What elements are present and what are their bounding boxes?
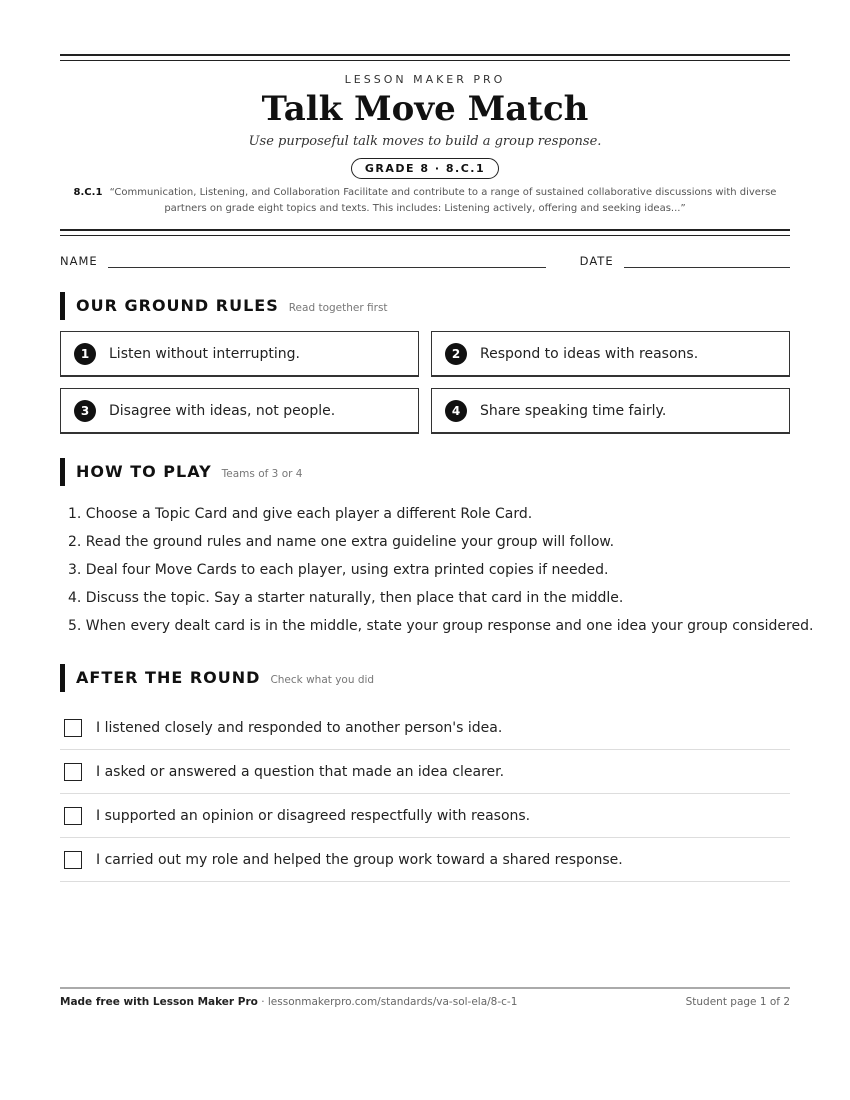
checklist-text: I supported an opinion or disagreed respectfully with reasons. — [96, 807, 531, 824]
page-footer — [60, 987, 790, 1008]
checklist-item — [60, 838, 790, 882]
section-hint: Read together first — [288, 302, 388, 314]
section-title: HOW TO PLAY — [76, 462, 212, 481]
name-label: NAME — [60, 254, 98, 268]
after-round-heading — [60, 664, 790, 692]
section-hint: Teams of 3 or 4 — [221, 468, 303, 480]
checkbox[interactable] — [64, 763, 82, 781]
ground-rule-card — [431, 388, 790, 434]
top-rule — [60, 54, 790, 61]
page-number: Student page 1 of 2 — [685, 996, 790, 1008]
reflection-checklist — [60, 706, 790, 882]
header-bottom-rule — [60, 229, 790, 236]
step-item: 2. Read the ground rules and name one extra guideline your group will follow. — [68, 534, 615, 550]
rule-number-badge: 4 — [445, 400, 467, 422]
page-title: Talk Move Match — [261, 89, 589, 129]
checkbox[interactable] — [64, 807, 82, 825]
made-with-label: Made free with Lesson Maker Pro — [60, 996, 258, 1008]
ground-rules-grid — [60, 331, 790, 434]
section-hint: Check what you did — [270, 674, 375, 686]
ground-rule-card — [60, 331, 419, 377]
grade-badge: GRADE 8 · 8.C.1 — [351, 158, 499, 179]
rule-number-badge: 1 — [74, 343, 96, 365]
section-title: OUR GROUND RULES — [76, 296, 279, 315]
standard-text: “Communication, Listening, and Collaboration Facilitate and contribute to a range of sustained collaborative discussions with diverse partners on grade eight topics and texts. This includes: Listening actively, offering and seeking ideas...” — [109, 187, 777, 214]
rule-text: Disagree with ideas, not people. — [109, 402, 336, 419]
date-label: DATE — [579, 254, 614, 268]
checklist-text: I asked or answered a question that made an idea clearer. — [96, 763, 505, 780]
date-field[interactable] — [624, 255, 790, 268]
footer-url: · lessonmakerpro.com/standards/va-sol-ela/8-c-1 — [257, 996, 518, 1008]
checkbox[interactable] — [64, 719, 82, 737]
checklist-item — [60, 794, 790, 838]
step-item: 3. Deal four Move Cards to each player, using extra printed copies if needed. — [68, 562, 609, 578]
rule-text: Share speaking time fairly. — [480, 402, 667, 419]
how-to-play-heading — [60, 458, 790, 486]
brand-name: LESSON MAKER PRO — [344, 73, 506, 86]
rule-number-badge: 2 — [445, 343, 467, 365]
step-item: 4. Discuss the topic. Say a starter naturally, then place that card in the middle. — [68, 590, 624, 606]
footer-credit — [60, 996, 517, 1008]
checklist-item — [60, 750, 790, 794]
page-subtitle: Use purposeful talk moves to build a group response. — [248, 134, 602, 149]
ground-rule-card — [60, 388, 419, 434]
standard-code: 8.C.1 — [73, 187, 103, 198]
checkbox[interactable] — [64, 851, 82, 869]
rule-text: Listen without interrupting. — [109, 345, 300, 362]
name-field[interactable] — [108, 255, 546, 268]
checklist-item — [60, 706, 790, 750]
worksheet-page — [60, 54, 814, 882]
checklist-text: I carried out my role and helped the group work toward a shared response. — [96, 851, 623, 868]
name-date-row — [60, 254, 790, 268]
step-item: 1. Choose a Topic Card and give each player a different Role Card. — [68, 506, 533, 522]
checklist-text: I listened closely and responded to another person's idea. — [96, 719, 503, 736]
rule-number-badge: 3 — [74, 400, 96, 422]
ground-rule-card — [431, 331, 790, 377]
section-title: AFTER THE ROUND — [76, 668, 261, 687]
how-to-play-steps — [60, 500, 814, 640]
rule-text: Respond to ideas with reasons. — [480, 345, 699, 362]
standard-description — [60, 185, 790, 217]
ground-rules-heading — [60, 292, 790, 320]
step-item: 5. When every dealt card is in the middle, state your group response and one idea your group considered. — [68, 618, 814, 634]
